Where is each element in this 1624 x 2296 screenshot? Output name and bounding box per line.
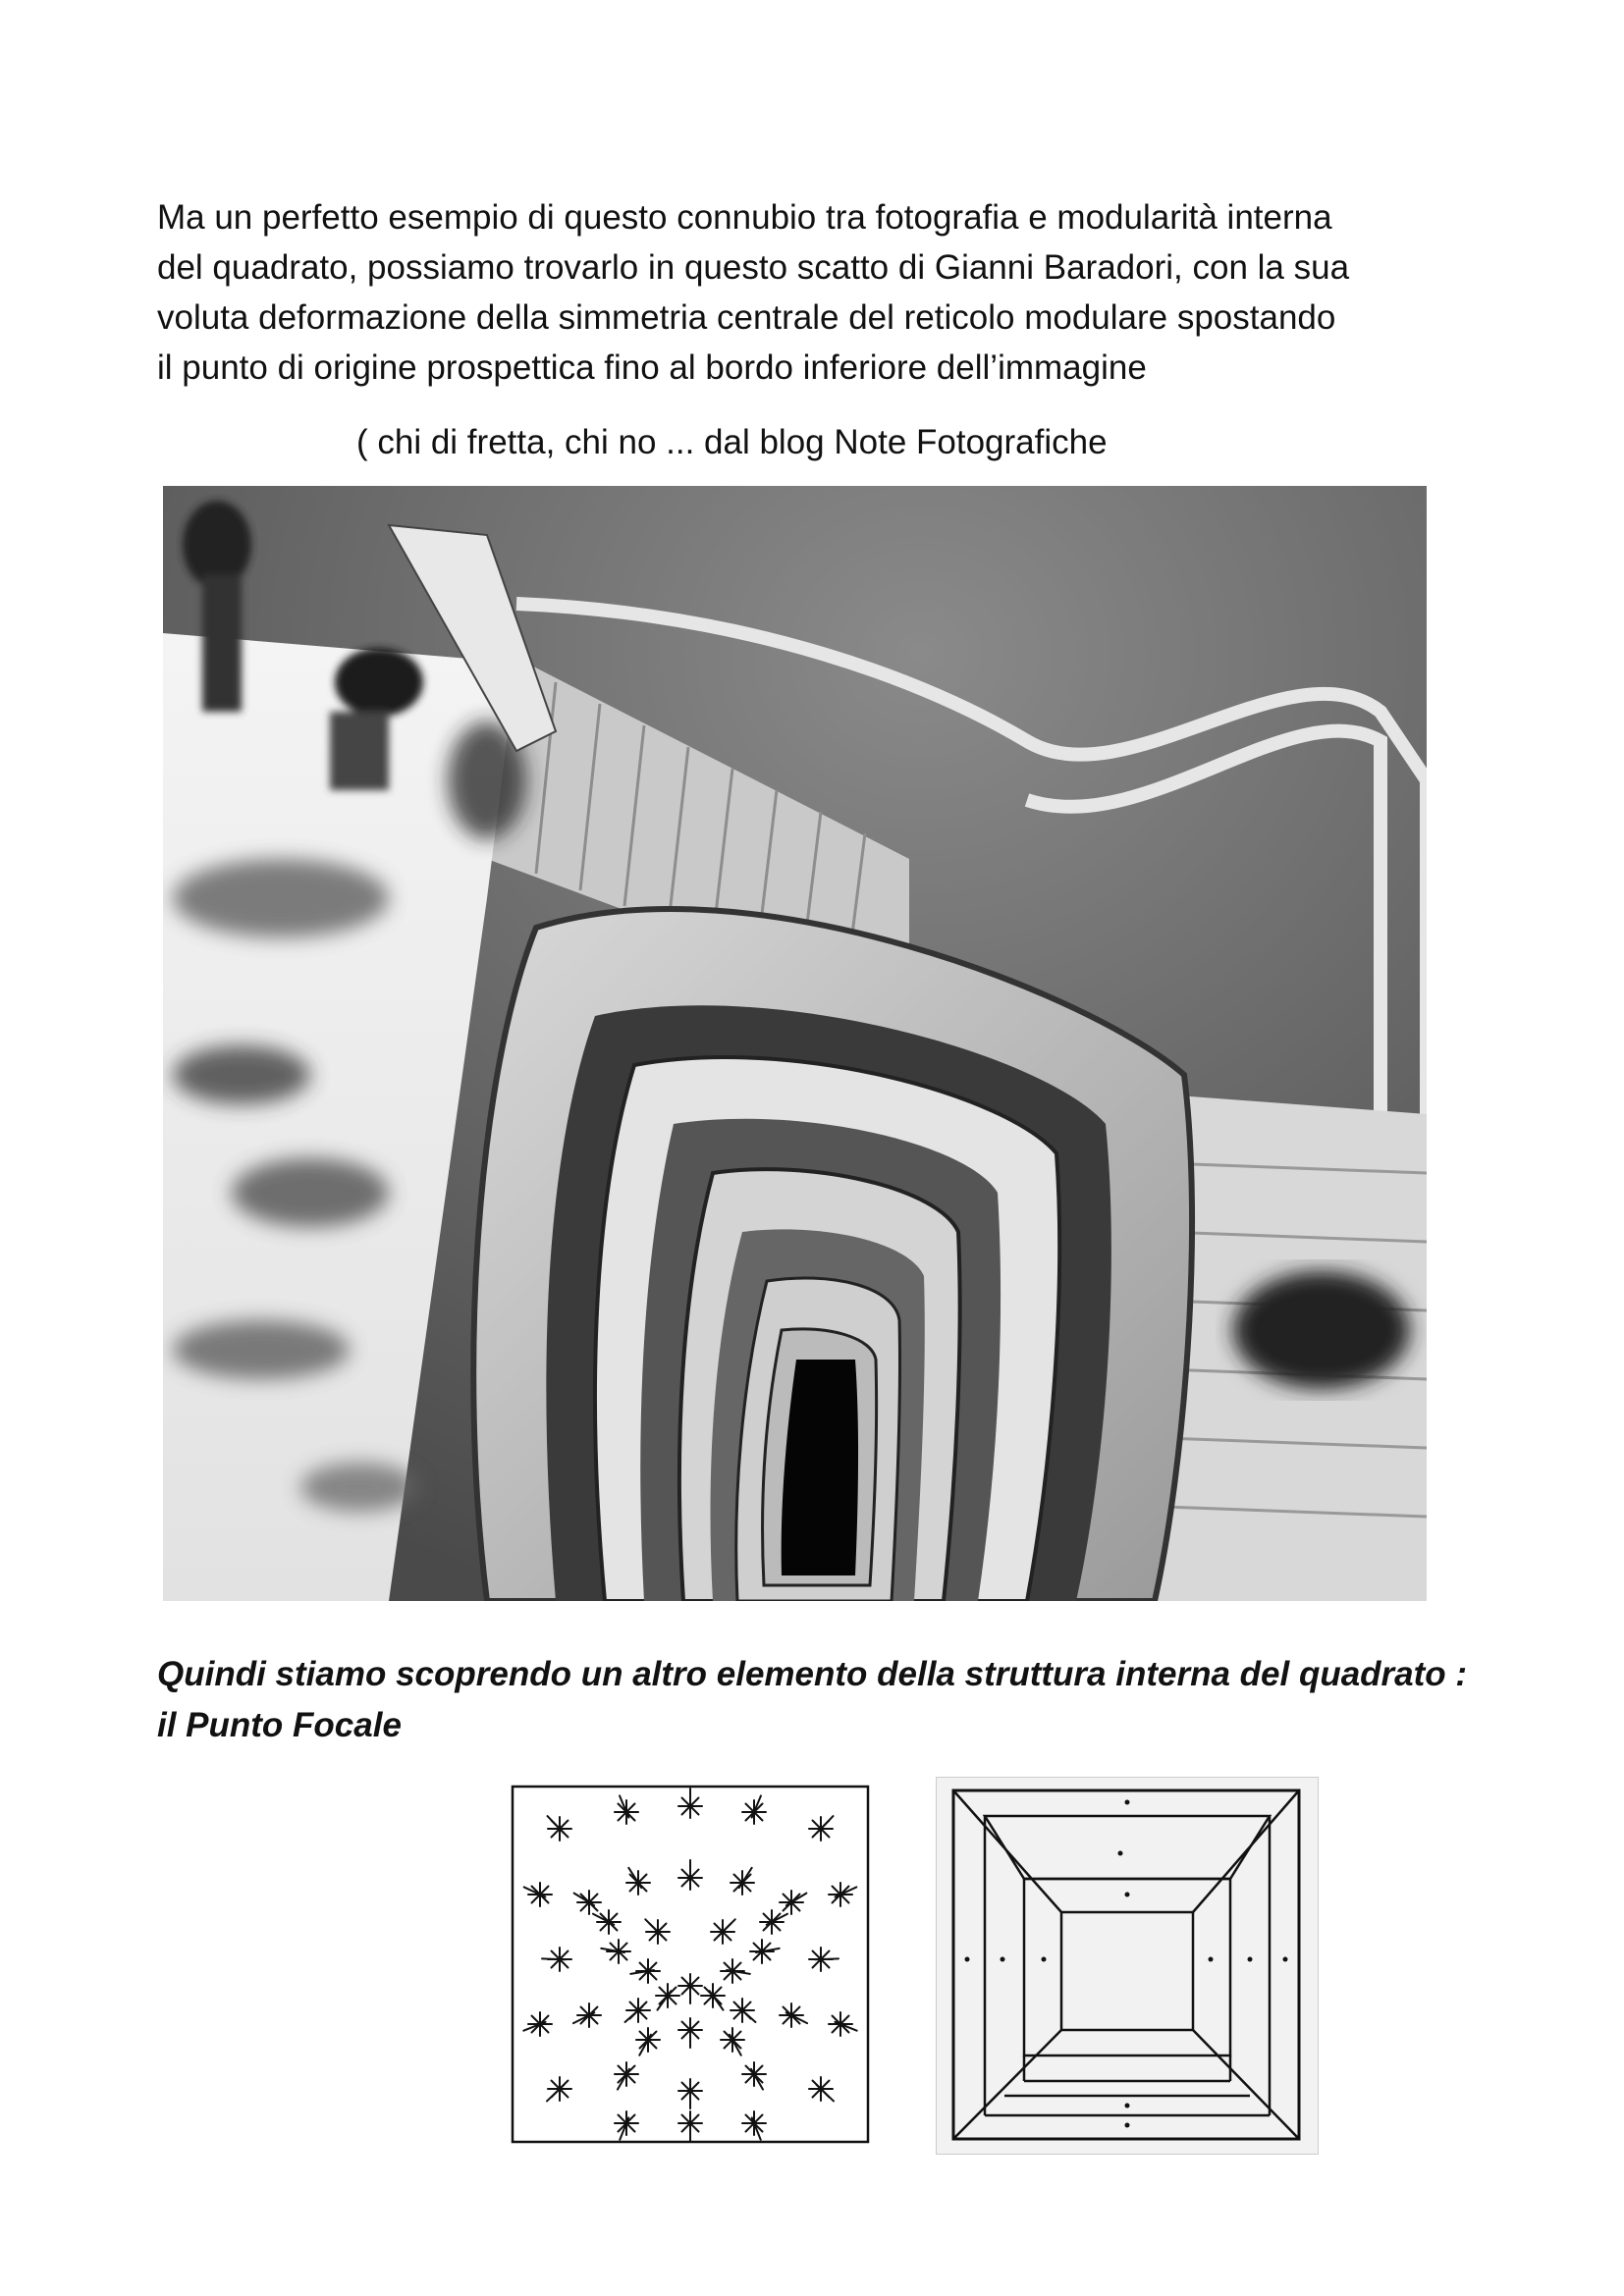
paragraph-line: il punto di origine prospettica fino al bordo inferiore dell’immagine <box>157 348 1147 387</box>
paragraph-line: voluta deformazione della simmetria centrale del reticolo modulare spostando <box>157 298 1336 337</box>
asterisk-mark <box>645 1919 670 1944</box>
asterisk-mark <box>547 2077 571 2101</box>
section-heading <box>157 1649 1532 1751</box>
nested-squares-diagram <box>936 1777 1319 2155</box>
paragraph-line: Ma un perfetto esempio di questo connubio tra fotografia e modularità interna <box>157 198 1332 237</box>
asterisk-mark <box>548 1816 571 1841</box>
asterisk-mark <box>711 1919 735 1944</box>
photo-caption: ( chi di fretta, chi no ... dal blog Note Fotografiche <box>356 423 1108 461</box>
asterisk-mark <box>809 2077 834 2101</box>
intro-paragraph <box>157 192 1512 393</box>
asterisk-mark <box>809 1816 833 1841</box>
heading-line: il Punto Focale <box>157 1706 402 1744</box>
paragraph-line: del quadrato, possiamo trovarlo in questo scatto di Gianni Baradori, con la sua <box>157 248 1350 287</box>
staircase-photo <box>163 486 1427 1601</box>
asterisk-square-diagram <box>511 1785 870 2144</box>
heading-line: Quindi stiamo scoprendo un altro elemento della struttura interna del quadrato : <box>157 1655 1468 1693</box>
